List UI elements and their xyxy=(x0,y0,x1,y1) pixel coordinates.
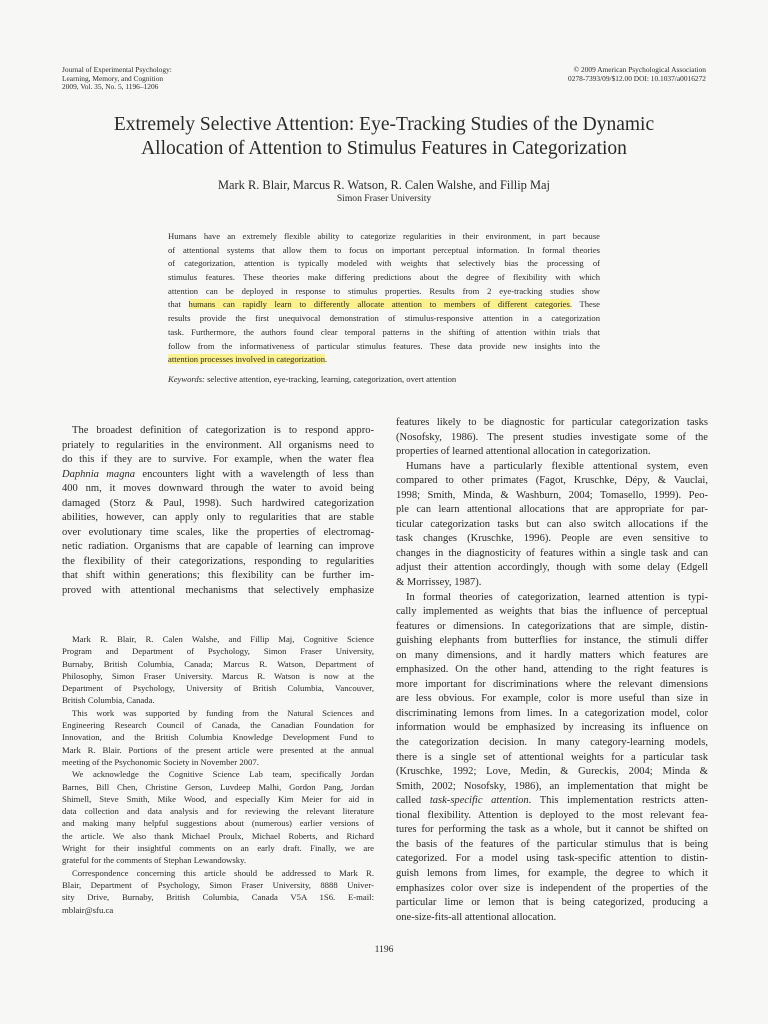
body-line: tures for performing the task as a whole, but it cannot be shifted on xyxy=(396,824,708,836)
body-line: emphasized. On the other hand, attending to the right features is xyxy=(396,664,708,676)
body-line: on many dimensions, and it hardly matters which features are xyxy=(396,649,708,661)
abstract-line: task. Furthermore, the authors found clear temporal patterns in the shifting of attention within trials that xyxy=(168,326,600,337)
abstract-line: results provide the first unequivocal demonstration of stimulus-responsive attention in a categorization xyxy=(168,313,600,324)
body-line: abilities, however, can apply only to regularities that are stable xyxy=(62,512,374,524)
body-line xyxy=(396,794,708,809)
copyright-header xyxy=(568,66,706,83)
body-line: Smith, 2002; Nosofsky, 1986), an implementation that might be xyxy=(396,780,708,792)
body-line: the flexibility of their categorizations, responding to regularities xyxy=(62,555,374,567)
footnote-line: Shimell, Steve Smith, Mike Wood, and especially Kim Meier for aid in xyxy=(62,793,374,804)
left-column-body xyxy=(62,424,374,599)
affiliation: Simon Fraser University xyxy=(336,193,432,204)
body-line: one-size-fits-all attentional allocation. xyxy=(396,911,557,923)
footnote-line: We acknowledge the Cognitive Science Lab team, specifically Jordan xyxy=(72,769,374,780)
body-line: the basis of the features of the particular stimulus that is being xyxy=(396,838,708,850)
body-line: do this if they are to survive. For example, when the water flea xyxy=(62,454,374,466)
footnote-line: sity Drive, Burnaby, British Columbia, Canada V5A 1S6. E-mail: xyxy=(62,892,374,903)
body-line: categorized. For a model using task-specific attention to distin- xyxy=(396,853,708,865)
footnote-line: data collection and data analysis and for reviewing the relevant literature xyxy=(62,806,374,817)
email-address: mblair@sfu.ca xyxy=(62,904,114,915)
abstract xyxy=(168,230,600,367)
abstract-line: attention can be deployed in response to stimulus properties. Results from 2 eye-tracking studies show xyxy=(168,285,600,296)
body-line: 400 nm, it moves downward through the water to avoid being xyxy=(62,483,374,495)
body-line: over evolutionary time scales, like the properties of electromag- xyxy=(62,526,374,538)
body-line: guish lemons from limes, for example, the degree to which it xyxy=(396,867,708,879)
abstract-text: . These xyxy=(569,299,600,310)
body-line: guishing elephants from butterflies for instance, the stimuli differ xyxy=(396,635,708,647)
emphasized-term: task-specific attention xyxy=(429,795,529,807)
abstract-line: stimulus features. These theories make differing predictions about the degree of flexibility with which xyxy=(168,272,600,283)
body-line: damaged (Storz & Paul, 1998). Such hardwired categorization xyxy=(62,497,374,509)
body-line: compared to other primates (Fagot, Kruschke, Dépy, & Vauclai, xyxy=(396,475,708,487)
journal-line: 2009, Vol. 35, No. 5, 1196–1206 xyxy=(62,82,159,92)
copyright-line: © 2009 American Psychological Association xyxy=(573,65,706,74)
body-line: priately to regularities in the environment. All organisms need to xyxy=(62,439,374,451)
body-line: & Morrissey, 1987). xyxy=(396,577,482,589)
body-line: ticular categorization tasks but can also switch allocations if the xyxy=(396,518,708,530)
abstract-line: follow from the informativeness of particular stimulus features. These data provide new insights into the xyxy=(168,340,600,351)
body-line: information would be emphasized by increasing its influence on xyxy=(396,722,708,734)
body-line: cally implemented as weights that bias the influence of perceptual xyxy=(396,606,708,618)
abstract-line: of categorization, attention is typically modeled with weights that selectively bias the processing of xyxy=(168,258,600,269)
title-line: Allocation of Attention to Stimulus Features in Categorization xyxy=(141,138,627,159)
body-line: are less obvious. For example, color is more useful than size in xyxy=(396,693,708,705)
footnote-line: Department of Psychology, University of British Columbia, Vancouver, xyxy=(62,683,374,694)
body-line: (Kruschke, 1992; Love, Medin, & Gureckis, 2004; Minda & xyxy=(396,766,708,778)
body-text: . This implementation restricts atten- xyxy=(528,795,708,807)
body-line: features or dimensions. In categorizations that are simple, distin- xyxy=(396,620,708,632)
body-line: netic radiation. Organisms that are capable of learning can improve xyxy=(62,541,374,553)
body-line: features likely to be diagnostic for particular categorization tasks xyxy=(396,417,708,428)
body-text: called xyxy=(396,795,430,807)
body-text: encounters light with a wavelength of less than xyxy=(135,468,374,480)
body-line: changes in the diagnosticity of features within a single task and can xyxy=(396,547,708,559)
body-line: adjust their attention accordingly, though with some delay (Edgell xyxy=(396,562,708,574)
body-line: tional flexibility. Attention is deployed to the most relevant fea- xyxy=(396,809,708,821)
keywords-text: selective attention, eye-tracking, learning, categorization, overt attention xyxy=(204,374,457,384)
abstract-line: Humans have an extremely flexible ability to categorize regularities in their environment, in part because xyxy=(168,231,600,241)
footnote-line: grateful for the comments of Stephan Lewandowsky. xyxy=(62,855,246,866)
body-line xyxy=(62,468,374,483)
title-line: Extremely Selective Attention: Eye-Tracking Studies of the Dynamic xyxy=(113,114,655,135)
body-line: ple can learn attentional allocations that are appropriate for par- xyxy=(396,504,708,516)
footnote-line: the article. We also thank Michael Proulx, Michael Roberts, and Richard xyxy=(62,830,374,841)
journal-header xyxy=(62,66,172,92)
footnote-line: Philosophy, Simon Fraser University. Marcus R. Watson is now at the xyxy=(62,670,374,681)
body-line: proved with attentional mechanisms that selectively emphasize xyxy=(62,585,374,597)
article-title xyxy=(60,113,708,161)
right-column-body xyxy=(396,416,708,925)
footnote-line: meeting of the Psychonomic Society in November 2007. xyxy=(62,756,259,767)
author-list: Mark R. Blair, Marcus R. Watson, R. Calen Walshe, and Fillip Maj xyxy=(218,178,550,192)
abstract-text: . xyxy=(325,354,328,365)
body-line: task changes (Kruschke, 1996). People are even sensitive to xyxy=(396,533,708,545)
author-footnote xyxy=(62,633,374,916)
abstract-line xyxy=(168,353,600,367)
keywords xyxy=(168,373,608,385)
body-line: The broadest definition of categorization is to respond appro- xyxy=(72,425,374,436)
footnote-line: Mark R. Blair, R. Calen Walshe, and Fillip Maj, Cognitive Science xyxy=(72,634,374,644)
footnote-line: Barnes, Bill Chen, Christine Gerson, Luvdeep Malhi, Gordon Pang, Jordan xyxy=(62,781,374,792)
journal-line: Journal of Experimental Psychology: xyxy=(62,65,172,74)
doi-line: 0278-7393/09/$12.00 DOI: 10.1037/a0016272 xyxy=(568,73,706,83)
highlighted-text: humans can rapidly learn to differently allocate attention to members of different categories xyxy=(188,299,570,310)
body-line: properties of learned attentional allocation in categorization. xyxy=(396,446,651,458)
body-line: more important for discriminations where the relevant dimensions xyxy=(396,678,708,690)
footnote-line: Engineering Research Council of Canada, the Canadian Foundation for xyxy=(62,720,374,731)
footnote-line: Wright for their insightful comments on an early draft. Finally, we are xyxy=(62,843,374,854)
journal-line: Learning, Memory, and Cognition xyxy=(62,73,164,83)
body-line: particular lime or lemon that is being categorized, producing a xyxy=(396,897,708,909)
page-number: 1196 xyxy=(374,944,394,955)
highlighted-text: attention processes involved in categorization xyxy=(168,354,326,365)
keywords-label: Keywords: xyxy=(168,374,205,384)
footnote-line: Correspondence concerning this article should be addressed to Mark R. xyxy=(72,867,374,878)
body-line: there is a single set of attentional weights for a particular task xyxy=(396,751,708,763)
body-line: that shift within generations; this flexibility can be further im- xyxy=(62,570,374,582)
abstract-line: of attentional systems that allow them to focus on important perceptual information. In formal theories xyxy=(168,244,600,255)
footnote-line: Burnaby, British Columbia, Canada; Marcus R. Watson, Department of xyxy=(62,658,374,669)
body-line: (Nosofsky, 1986). The present studies investigate some of the xyxy=(396,431,708,443)
body-line: discriminating lemons from limes. In a categorization model, color xyxy=(396,707,708,719)
footnote-line: Program and Department of Psychology, Simon Fraser University, xyxy=(62,646,374,657)
footnote-line: British Columbia, Canada. xyxy=(62,695,155,706)
footnote-line: Innovation, and the British Columbia Knowledge Development Fund to xyxy=(62,732,374,743)
footnote-line: Blair, Department of Psychology, Simon Fraser University, 8888 Univer- xyxy=(62,879,374,890)
abstract-line xyxy=(168,298,600,312)
body-line: 1998; Smith, Minda, & Washburn, 2004; Tomasello, 1999). Peo- xyxy=(396,489,708,501)
body-line: the categorization decision. In many category-learning models, xyxy=(396,737,708,749)
body-line: Humans have a particularly flexible attentional system, even xyxy=(406,460,708,472)
abstract-text: that xyxy=(168,299,189,310)
footnote-line: Mark R. Blair. Portions of the present article were presented at the annual xyxy=(62,744,374,755)
body-line: In formal theories of categorization, learned attention is typi- xyxy=(406,591,708,603)
body-line: emphasizes color over size is independent of the properties of the xyxy=(396,882,708,894)
footnote-line: and making many helpful suggestions about (numerous) earlier versions of xyxy=(62,818,374,829)
species-name: Daphnia magna xyxy=(62,468,136,480)
footnote-line: This work was supported by funding from the Natural Sciences and xyxy=(72,707,374,718)
